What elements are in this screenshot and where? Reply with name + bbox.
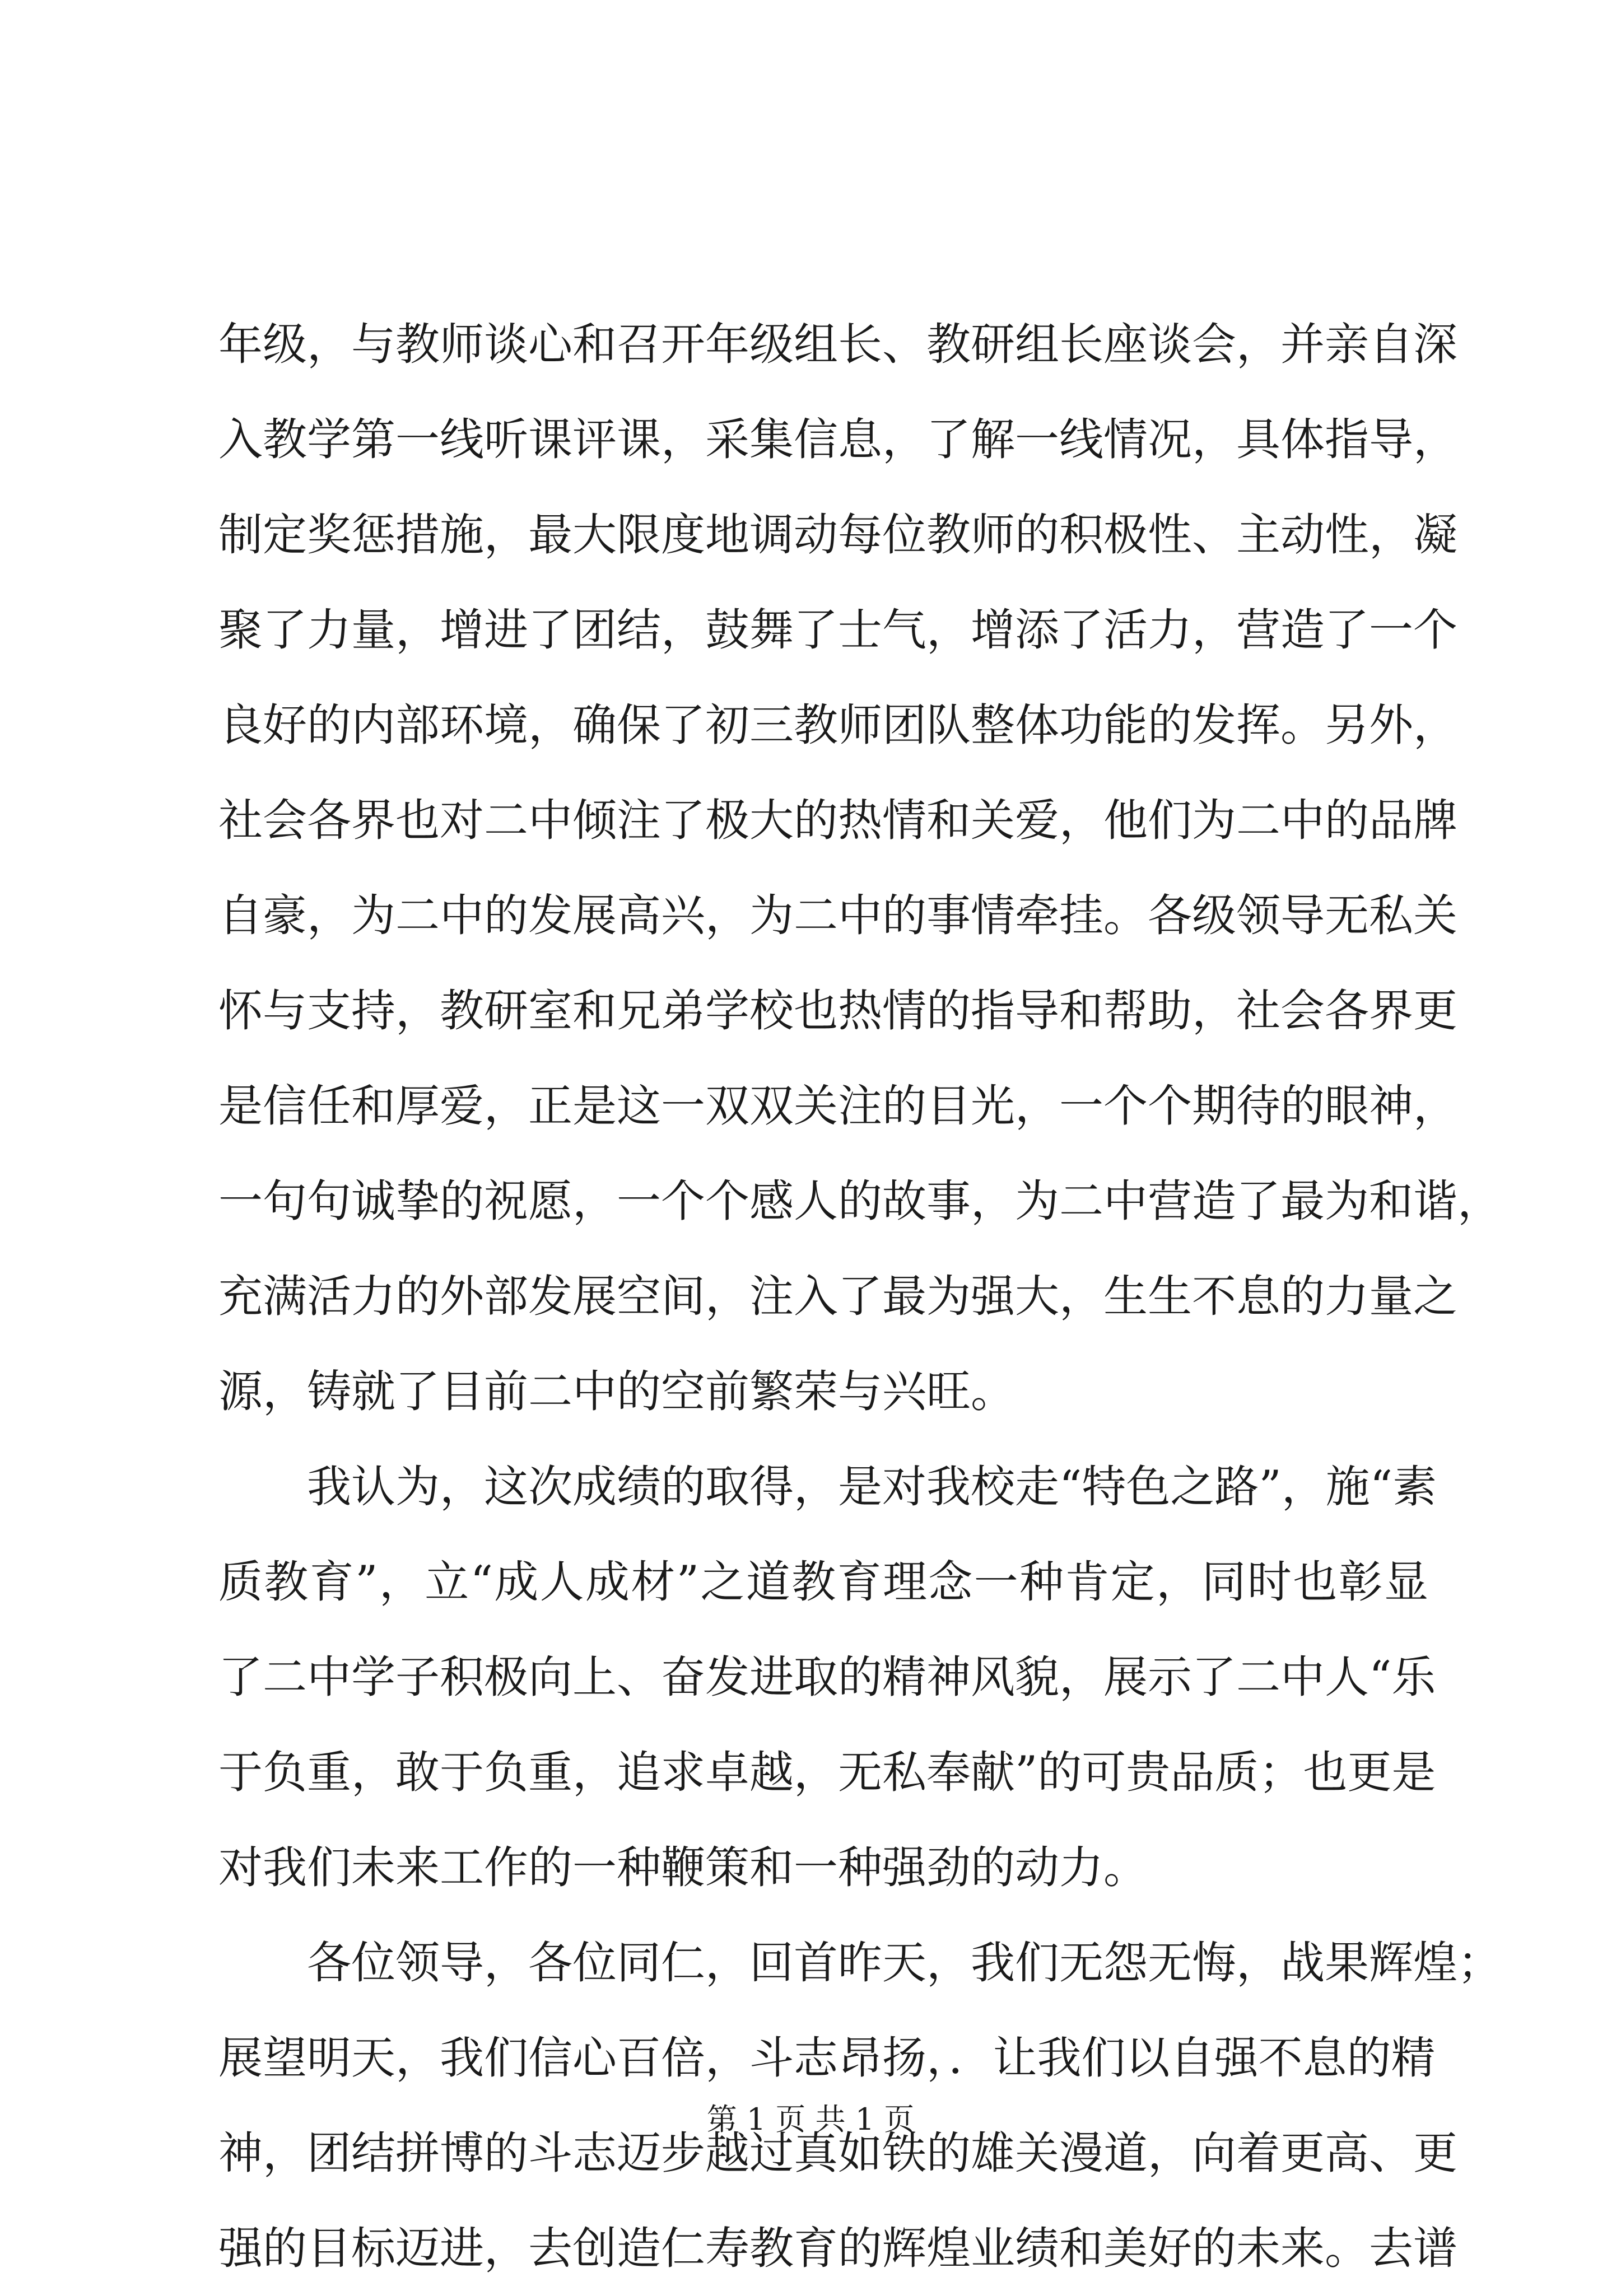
paragraph-1-line-1: 年级，与教师谈心和召开年级组长、教研组长座谈会，并亲自深	[218, 319, 1457, 370]
paragraph-3-line-1: 各位领导，各位同仁，回首昨天，我们无怨无悔，战果辉煌；	[307, 1937, 1502, 1989]
paragraph-1-line-7: 自豪，为二中的发展高兴，为二中的事情牵挂。各级领导无私关	[218, 890, 1457, 941]
paragraph-1-line-2: 入教学第一线听课评课，采集信息，了解一线情况，具体指导，	[218, 414, 1457, 465]
paragraph-1-line-8: 怀与支持，教研室和兄弟学校也热情的指导和帮助，社会各界更	[218, 985, 1457, 1037]
paragraph-1-line-5: 良好的内部环境，确保了初三教师团队整体功能的发挥。另外，	[218, 699, 1457, 751]
paragraph-1-line-12: 源，铸就了目前二中的空前繁荣与兴旺。	[218, 1366, 1015, 1417]
paragraph-1-line-4: 聚了力量，增进了团结，鼓舞了士气，增添了活力，营造了一个	[218, 604, 1457, 656]
paragraph-2-line-4: 于负重，敢于负重，追求卓越，无私奉献”的可贵品质；也更是	[218, 1747, 1436, 1798]
paragraph-1-line-3: 制定奖惩措施，最大限度地调动每位教师的积极性、主动性，凝	[218, 509, 1457, 561]
paragraph-3-line-3: 神，团结拼博的斗志迈步越过真如铁的雄关漫道，向着更高、更	[218, 2127, 1457, 2179]
paragraph-1-line-10: 一句句诚挚的祝愿，一个个感人的故事，为二中营造了最为和谐，	[218, 1175, 1502, 1227]
paragraph-1-line-11: 充满活力的外部发展空间，注入了最为强大，生生不息的力量之	[218, 1271, 1457, 1322]
body-text	[218, 297, 1502, 2296]
page-footer: 第 1 页 共 1 页	[706, 2102, 915, 2137]
paragraph-2-line-5: 对我们未来工作的一种鞭策和一种强劲的动力。	[218, 1842, 1148, 1893]
paragraph-2-line-2: 质教育”，立“成人成材”之道教育理念一种肯定，同时也彰显	[218, 1556, 1428, 1608]
paragraph-3-line-2: 展望明天，我们信心百倍，斗志昂扬，．让我们以自强不息的精	[218, 2032, 1436, 2084]
paragraph-2-line-3: 了二中学子积极向上、奋发进取的精神风貌，展示了二中人“乐	[218, 1651, 1436, 1703]
paragraph-2-line-1: 我认为，这次成绩的取得，是对我校走“特色之路”，施“素	[307, 1461, 1437, 1513]
paragraph-3-line-4: 强的目标迈进，去创造仁寿教育的辉煌业绩和美好的未来。去谱	[218, 2223, 1457, 2274]
paragraph-1-line-9: 是信任和厚爱，正是这一双双关注的目光，一个个期待的眼神，	[218, 1080, 1457, 1132]
paragraph-1-line-6: 社会各界也对二中倾注了极大的热情和关爱，他们为二中的品牌	[218, 795, 1457, 846]
